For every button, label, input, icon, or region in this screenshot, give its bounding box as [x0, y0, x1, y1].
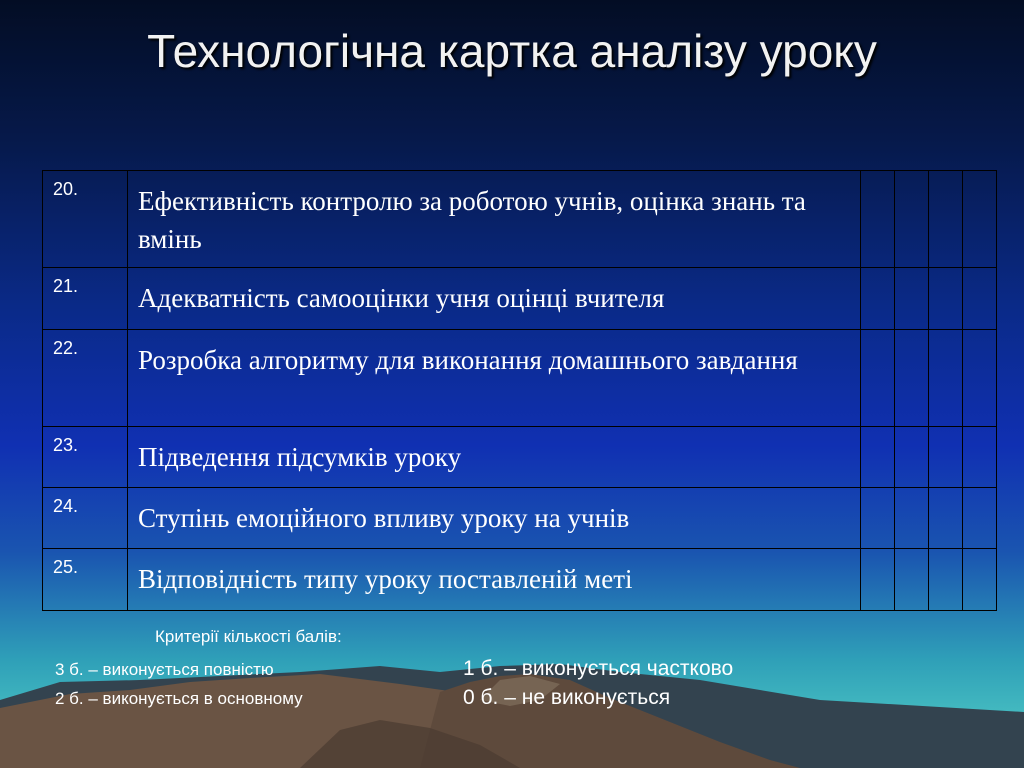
score-cell [929, 427, 963, 488]
score-cell [895, 268, 929, 330]
table-row [43, 488, 997, 549]
score-cell [929, 488, 963, 549]
score-cell [963, 171, 997, 268]
criteria-mostly: 2 б. – виконується в основному [55, 689, 303, 708]
criteria-none: 0 б. – не виконується [463, 686, 671, 709]
table-row [43, 549, 997, 611]
score-cell [895, 427, 929, 488]
criteria-partial: 1 б. – виконується частково [463, 657, 734, 680]
score-cell [895, 330, 929, 427]
score-cell [861, 330, 895, 427]
score-cell [895, 171, 929, 268]
row-criterion: Ступінь емоційного впливу уроку на учнів [128, 488, 861, 549]
score-cell [861, 427, 895, 488]
table-row [43, 268, 997, 330]
score-cell [963, 488, 997, 549]
score-cell [963, 268, 997, 330]
row-criterion: Розробка алгоритму для виконання домашнього завдання [128, 330, 861, 427]
row-number: 25. [43, 549, 128, 611]
row-criterion: Відповідність типу уроку поставленій меті [128, 549, 861, 611]
score-cell [929, 549, 963, 611]
table-row [43, 427, 997, 488]
score-cell [861, 488, 895, 549]
score-cell [929, 171, 963, 268]
analysis-table [42, 170, 997, 611]
score-cell [963, 330, 997, 427]
row-criterion: Підведення підсумків уроку [128, 427, 861, 488]
score-cell [895, 549, 929, 611]
row-criterion: Адекватність самооцінки учня оцінці вчителя [128, 268, 861, 330]
score-cell [861, 549, 895, 611]
row-number: 24. [43, 488, 128, 549]
criteria-heading: Критерії кількості балів: [155, 627, 342, 646]
score-cell [929, 268, 963, 330]
score-cell [929, 330, 963, 427]
score-cell [895, 488, 929, 549]
table-row [43, 171, 997, 268]
score-cell [963, 427, 997, 488]
score-cell [963, 549, 997, 611]
row-criterion: Ефективність контролю за роботою учнів, оцінка знань та вмінь [128, 171, 861, 268]
table-row [43, 330, 997, 427]
row-number: 22. [43, 330, 128, 427]
score-cell [861, 268, 895, 330]
row-number: 21. [43, 268, 128, 330]
row-number: 23. [43, 427, 128, 488]
analysis-table-container [42, 170, 997, 611]
slide-title: Технологічна картка аналізу уроку [147, 25, 877, 77]
criteria-full: 3 б. – виконується повністю [55, 660, 274, 679]
row-number: 20. [43, 171, 128, 268]
score-cell [861, 171, 895, 268]
